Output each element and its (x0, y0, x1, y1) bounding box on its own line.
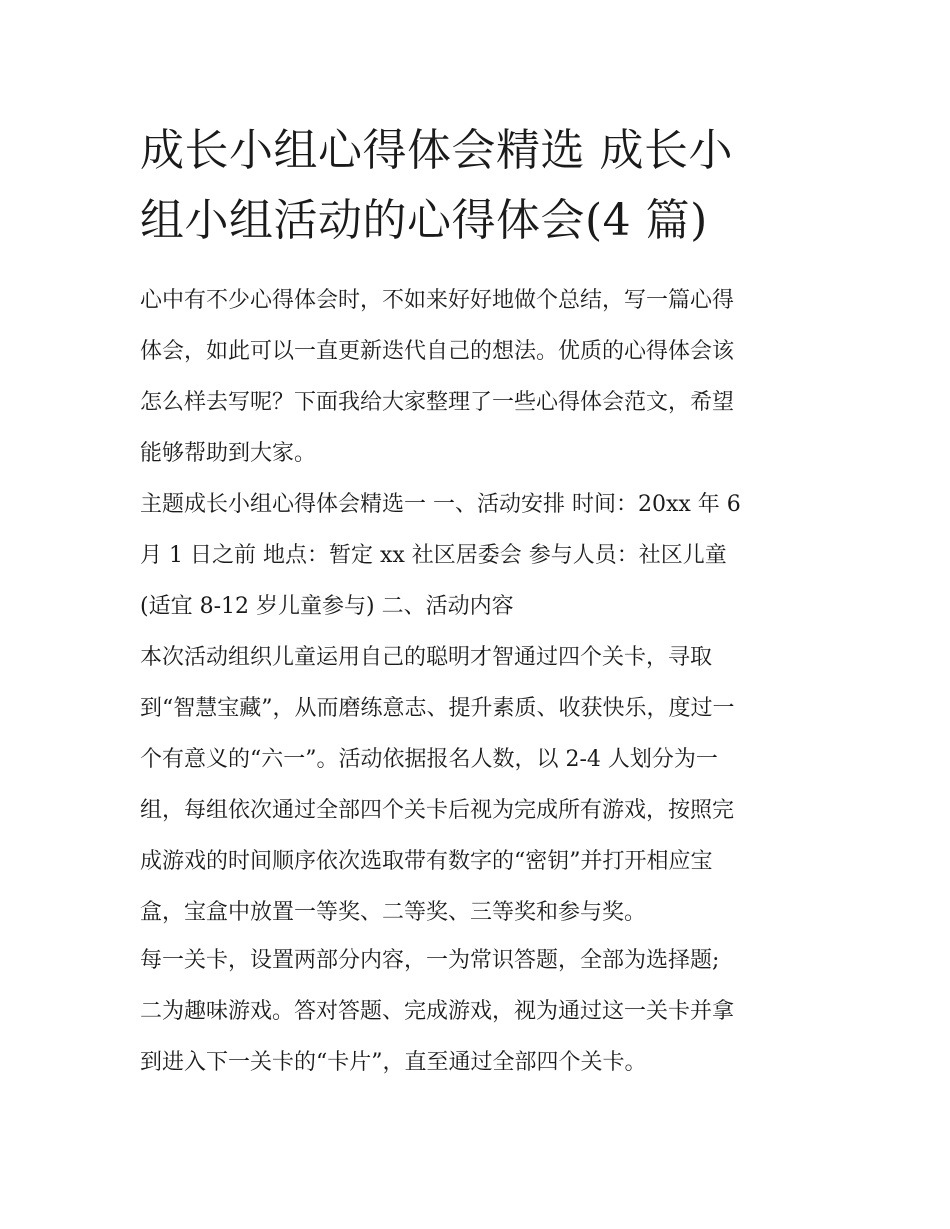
content-line-4: 组，每组依次通过全部四个关卡后视为完成所有游戏，按照完 (140, 798, 735, 823)
intro-line-3: 怎么样去写呢？下面我给大家整理了一些心得体会范文，希望 (140, 390, 735, 415)
section-line-3: (适宜 8-12 岁儿童参与) 二、活动内容 (140, 594, 514, 619)
intro-line-2: 体会，如此可以一直更新迭代自己的想法。优质的心得体会该 (140, 339, 735, 364)
title-line-2: 组小组活动的心得体会(4 篇) (140, 195, 708, 246)
title-block (140, 116, 820, 256)
intro-line-4: 能够帮助到大家。 (140, 441, 317, 466)
section-line-1: 主题成长小组心得体会精选一 一、活动安排 时间：20xx 年 6 (140, 492, 741, 517)
rules-line-3: 到进入下一关卡的“卡片”，直至通过全部四个关卡。 (140, 1050, 647, 1075)
page-title (140, 116, 820, 256)
content-line-3: 个有意义的“六一”。活动依据报名人数，以 2-4 人划分为一 (140, 747, 718, 772)
content-line-6: 盒，宝盒中放置一等奖、二等奖、三等奖和参与奖。 (140, 900, 647, 925)
section-line-2: 月 1 日之前 地点：暂定 xx 社区居委会 参与人员：社区儿童 (140, 543, 727, 568)
rules-line-2: 二为趣味游戏。答对答题、完成游戏，视为通过这一关卡并拿 (140, 999, 735, 1024)
intro-line-1: 心中有不少心得体会时，不如来好好地做个总结，写一篇心得 (140, 288, 735, 313)
content-line-5: 成游戏的时间顺序依次选取带有数字的“密钥”并打开相应宝 (140, 849, 713, 874)
content-line-1: 本次活动组织儿童运用自己的聪明才智通过四个关卡，寻取 (140, 645, 713, 670)
content-line-2: 到“智慧宝藏”，从而磨练意志、提升素质、收获快乐，度过一 (140, 696, 735, 721)
title-line-1: 成长小组心得体会精选 成长小 (140, 125, 733, 176)
rules-line-1: 每一关卡，设置两部分内容，一为常识答题，全部为选择题; (140, 948, 720, 973)
